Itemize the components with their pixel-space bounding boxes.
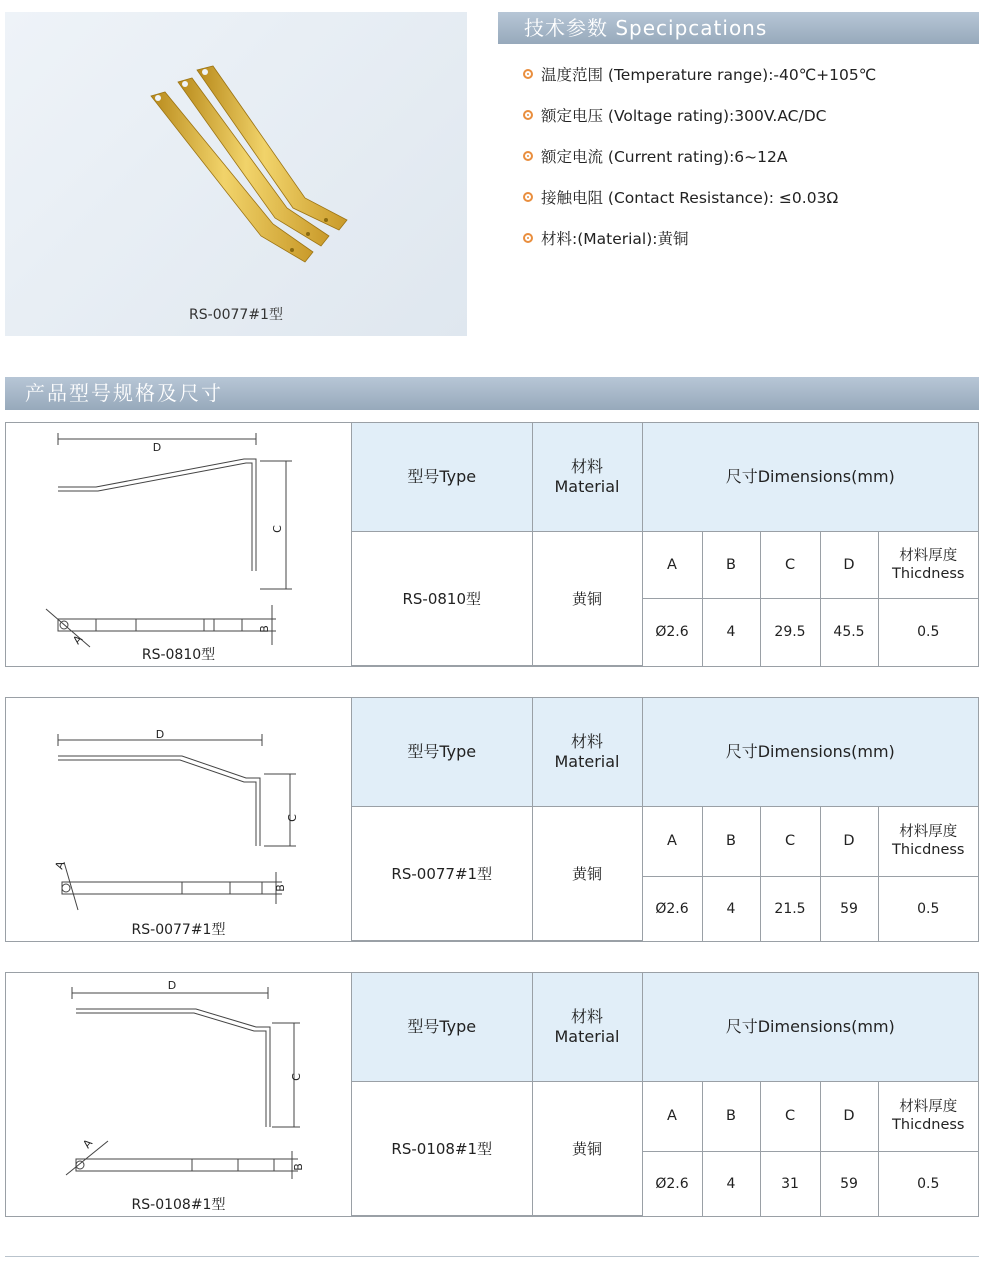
bottom-divider [5,1256,979,1257]
material-header: 材料 Material [532,423,642,531]
material-header: 材料 Material [532,973,642,1081]
label-c: C [290,1073,303,1081]
col-b-header: B [702,531,760,598]
spec-table [352,423,978,666]
bullet-icon [523,110,533,120]
bullet-icon [523,192,533,202]
value-thickness: 0.5 [878,598,978,666]
product-block-rs-0810 [5,422,979,667]
label-a: A [52,859,68,872]
dimensions-header: 尺寸Dimensions(mm) [642,973,978,1081]
model-cell: RS-0077#1型 [352,806,532,941]
type-header: 型号Type [352,423,532,531]
value-d: 45.5 [820,598,878,666]
col-b-header: B [702,806,760,876]
technical-drawing [6,698,352,941]
thickness-header: 材料厚度 Thicdness [878,1081,978,1151]
col-d-header: D [820,806,878,876]
model-cell: RS-0810型 [352,531,532,666]
label-b: B [274,884,287,892]
col-a-header: A [642,1081,702,1151]
spec-temperature: 温度范围 (Temperature range):-40℃+105℃ [523,64,876,105]
material-cell: 黄铜 [532,1081,642,1216]
label-d: D [155,728,165,741]
col-d-header: D [820,1081,878,1151]
col-c-header: C [760,531,820,598]
label-c: C [286,814,299,822]
spec-current: 额定电流 (Current rating):6~12A [523,146,876,187]
value-d: 59 [820,1151,878,1216]
product-photo-panel [5,12,467,336]
technical-drawing [6,973,352,1216]
dimension-drawing [6,973,352,1218]
col-d-header: D [820,531,878,598]
value-a: Ø2.6 [642,876,702,941]
brass-terminals-photo [5,12,467,336]
value-a: Ø2.6 [642,598,702,666]
value-c: 31 [760,1151,820,1216]
drawing-caption: RS-0108#1型 [131,1197,226,1213]
product-block-rs-0077-1 [5,697,979,942]
col-a-header: A [642,531,702,598]
value-d: 59 [820,876,878,941]
photo-caption: RS-0077#1型 [189,307,283,323]
value-b: 4 [702,876,760,941]
specifications-header: 技术参数 Specipcations [498,12,979,44]
section-header: 产品型号规格及尺寸 [5,377,979,410]
value-thickness: 0.5 [878,876,978,941]
spec-resistance: 接触电阻 (Contact Resistance): ≤0.03Ω [523,187,876,228]
dimension-drawing [6,698,352,943]
material-header: 材料 Material [532,698,642,806]
label-d: D [152,441,162,454]
technical-drawing [6,423,352,666]
specifications-list [523,64,876,269]
dimension-drawing [6,423,352,668]
label-d: D [167,979,177,992]
material-cell: 黄铜 [532,806,642,941]
spec-material: 材料:(Material):黄铜 [523,228,876,269]
label-c: C [271,525,284,533]
label-a: A [70,632,86,647]
label-b: B [292,1163,305,1171]
col-c-header: C [760,1081,820,1151]
col-c-header: C [760,806,820,876]
bullet-icon [523,233,533,243]
value-b: 4 [702,598,760,666]
spec-table [352,973,978,1216]
dimensions-header: 尺寸Dimensions(mm) [642,423,978,531]
drawing-caption: RS-0077#1型 [131,922,226,938]
product-block-rs-0108-1 [5,972,979,1217]
value-thickness: 0.5 [878,1151,978,1216]
value-c: 21.5 [760,876,820,941]
type-header: 型号Type [352,973,532,1081]
thickness-header: 材料厚度 Thicdness [878,531,978,598]
value-c: 29.5 [760,598,820,666]
spec-voltage: 额定电压 (Voltage rating):300V.AC/DC [523,105,876,146]
col-a-header: A [642,806,702,876]
label-a: A [80,1136,96,1151]
value-b: 4 [702,1151,760,1216]
spec-table [352,698,978,941]
drawing-caption: RS-0810型 [141,647,216,663]
type-header: 型号Type [352,698,532,806]
material-cell: 黄铜 [532,531,642,666]
thickness-header: 材料厚度 Thicdness [878,806,978,876]
label-b: B [258,625,271,633]
value-a: Ø2.6 [642,1151,702,1216]
dimensions-header: 尺寸Dimensions(mm) [642,698,978,806]
col-b-header: B [702,1081,760,1151]
bullet-icon [523,69,533,79]
bullet-icon [523,151,533,161]
model-cell: RS-0108#1型 [352,1081,532,1216]
